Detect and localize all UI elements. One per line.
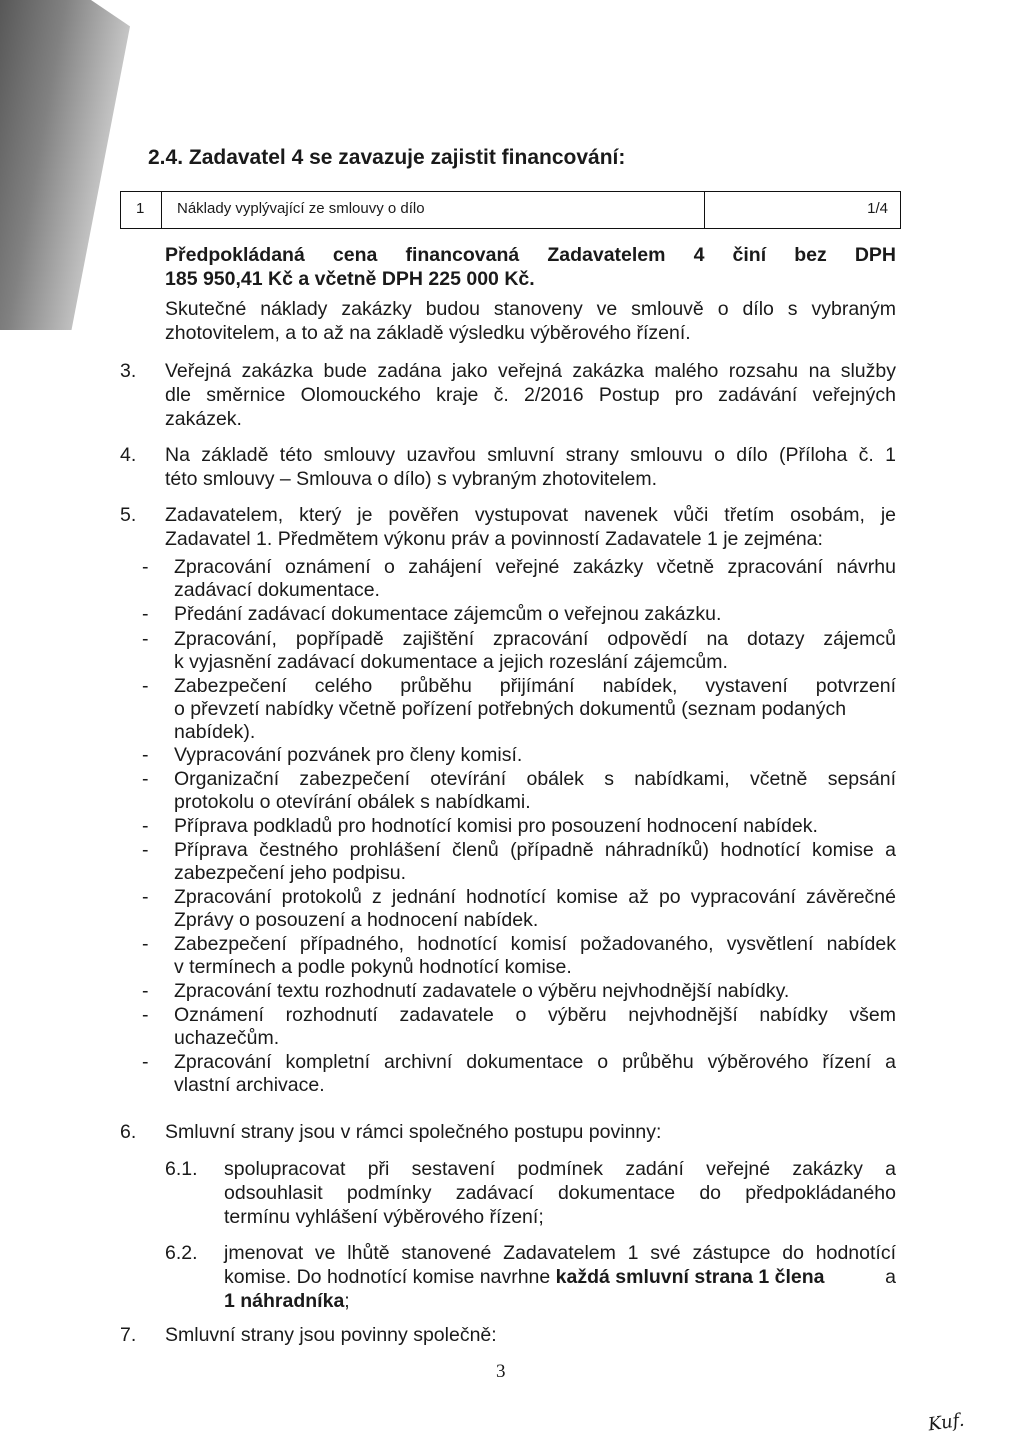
section-4-num: 4. — [120, 444, 137, 466]
bullet-line: Zabezpečení celého průběhu přijímání nabídek, vystavení potvrzení — [174, 675, 896, 697]
bullet-line: Zpracování kompletní archivní dokumentace o průběhu výběrového řízení a — [174, 1051, 896, 1073]
bullet-dash: - — [142, 815, 149, 837]
section-6-2-line-3-end: ; — [344, 1290, 350, 1312]
costs-line-2: zhotovitelem, a to až na základě výsledku výběrového řízení. — [165, 322, 691, 344]
bullet-line: v termínech a podle pokynů hodnotící komise. — [174, 956, 572, 978]
section-6-2-line-3 — [224, 1290, 350, 1313]
handwritten-initials: Kuf. — [926, 1409, 966, 1436]
bullet-line: uchazečům. — [174, 1027, 280, 1049]
bullet-line: Příprava podkladů pro hodnotící komisi pro posouzení hodnocení nabídek. — [174, 815, 818, 837]
bullet-dash: - — [142, 603, 149, 625]
section-6-2-line-2-c: a — [879, 1266, 896, 1288]
table-share: 1/4 — [867, 200, 888, 217]
bullet-line: Zpracování textu rozhodnutí zadavatele o výběru nejvhodnější nabídky. — [174, 980, 790, 1002]
section-4-line-1: Na základě této smlouvy uzavřou smluvní strany smlouvu o dílo (Příloha č. 1 — [165, 444, 896, 466]
bullet-dash: - — [142, 933, 149, 955]
bullet-line: nabídek). — [174, 721, 256, 743]
table-share-cell — [704, 192, 900, 228]
bullet-dash: - — [142, 744, 149, 766]
section-heading: 2.4. Zadavatel 4 se zavazuje zajistit financování: — [148, 146, 626, 169]
bullet-line: Vypracování pozvánek pro členy komisí. — [174, 744, 523, 766]
financing-table — [120, 191, 901, 229]
section-6-2-num: 6.2. — [165, 1242, 198, 1264]
scan-edge-shadow — [0, 0, 130, 330]
table-num: 1 — [136, 200, 145, 217]
price-line-1: Předpokládaná cena financovaná Zadavatelem 4 činí bez DPH — [165, 244, 896, 266]
bullet-dash: - — [142, 886, 149, 908]
bullet-line: Příprava čestného prohlášení členů (případně náhradníků) hodnotící komise a — [174, 839, 896, 861]
section-3-line-3: zakázek. — [165, 408, 242, 430]
section-5-num: 5. — [120, 504, 137, 526]
section-7-num: 7. — [120, 1324, 137, 1346]
bullet-line: zadávací dokumentace. — [174, 579, 380, 601]
bullet-line: vlastní archivace. — [174, 1074, 325, 1096]
bullet-line: k vyjasnění zadávací dokumentace a jejich rozeslání zájemcům. — [174, 651, 728, 673]
section-6-1-num: 6.1. — [165, 1158, 198, 1180]
section-6-num: 6. — [120, 1121, 137, 1143]
bullet-dash: - — [142, 556, 149, 578]
section-6-2-line-2-bold: každá smluvní strana 1 člena — [555, 1266, 825, 1288]
price-line-2: 185 950,41 Kč a včetně DPH 225 000 Kč. — [165, 268, 535, 290]
section-3-num: 3. — [120, 360, 137, 382]
section-6-1-line-1: spolupracovat při sestavení podmínek zadání veřejné zakázky a — [224, 1158, 896, 1180]
bullet-line: Oznámení rozhodnutí zadavatele o výběru nejvhodnější nabídky všem — [174, 1004, 896, 1026]
bullet-line: Zpracování oznámení o zahájení veřejné zakázky včetně zpracování návrhu — [174, 556, 896, 578]
bullet-line: o převzetí nabídky včetně pořízení potřebných dokumentů (seznam podaných — [174, 698, 847, 720]
section-6-2-line-3-bold: 1 náhradníka — [224, 1290, 345, 1312]
section-7-text: Smluvní strany jsou povinny společně: — [165, 1324, 497, 1346]
table-text: Náklady vyplývající ze smlouvy o dílo — [177, 200, 425, 217]
bullet-line: Zpracování protokolů z jednání hodnotící komise až po vypracování závěrečné — [174, 886, 896, 908]
costs-line-1: Skutečné náklady zakázky budou stanoveny ve smlouvě o dílo s vybraným — [165, 298, 896, 320]
bullet-dash: - — [142, 980, 149, 1002]
section-6-2-line-1: jmenovat ve lhůtě stanovené Zadavatelem 1 své zástupce do hodnotící — [224, 1242, 896, 1264]
section-3-line-2: dle směrnice Olomouckého kraje č. 2/2016 Postup pro zadávání veřejných — [165, 384, 896, 406]
bullet-line: Zpracování, popřípadě zajištění zpracování odpovědí na dotazy zájemců — [174, 628, 896, 650]
bullet-line: Předání zadávací dokumentace zájemcům o veřejnou zakázku. — [174, 603, 722, 625]
bullet-dash: - — [142, 1004, 149, 1026]
section-3-line-1: Veřejná zakázka bude zadána jako veřejná zakázka malého rozsahu na služby — [165, 360, 896, 382]
section-5-line-2: Zadavatel 1. Předmětem výkonu práv a povinností Zadavatele 1 je zejména: — [165, 528, 823, 550]
bullet-line: Zprávy o posouzení a hodnocení nabídek. — [174, 909, 539, 931]
bullet-line: zabezpečení jeho podpisu. — [174, 862, 407, 884]
bullet-dash: - — [142, 628, 149, 650]
section-6-text: Smluvní strany jsou v rámci společného postupu povinny: — [165, 1121, 662, 1143]
section-6-2-line-2 — [224, 1266, 896, 1289]
section-4-line-2: této smlouvy – Smlouva o dílo) s vybraným zhotovitelem. — [165, 468, 658, 490]
section-5-line-1: Zadavatelem, který je pověřen vystupovat navenek vůči třetím osobám, je — [165, 504, 896, 526]
bullet-line: Zabezpečení případného, hodnotící komisí požadovaného, vysvětlení nabídek — [174, 933, 896, 955]
bullet-dash: - — [142, 839, 149, 861]
page-number: 3 — [496, 1361, 506, 1382]
bullet-dash: - — [142, 1051, 149, 1073]
table-num-cell — [121, 192, 162, 228]
section-6-1-line-3: termínu vyhlášení výběrového řízení; — [224, 1206, 544, 1228]
section-6-1-line-2: odsouhlasit podmínky zadávací dokumentace do předpokládaného — [224, 1182, 896, 1204]
section-6-2-line-2-a: komise. Do hodnotící komise navrhne — [224, 1266, 556, 1288]
bullet-line: protokolu o otevírání obálek s nabídkami. — [174, 791, 531, 813]
bullet-dash: - — [142, 675, 149, 697]
bullet-line: Organizační zabezpečení otevírání obálek s nabídkami, včetně sepsání — [174, 768, 896, 790]
bullet-dash: - — [142, 768, 149, 790]
